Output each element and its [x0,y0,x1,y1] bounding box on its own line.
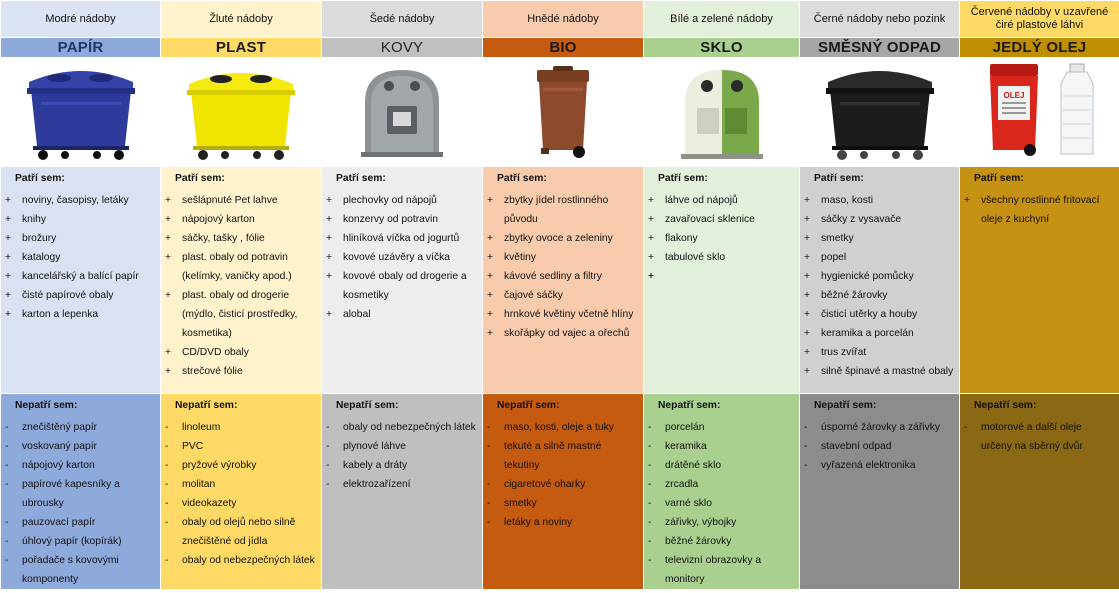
list-item: + kávové sedliny a filtry [487,267,639,286]
container-image-papir [1,58,161,167]
belongs-heading: Patří sem: [974,173,1024,184]
container-color-bio: Hnědé nádoby [483,1,644,38]
not-belongs-list [165,418,317,570]
category-name-olej: JEDLÝ OLEJ [960,38,1119,58]
list-item: + zbytky ovoce a zeleniny [487,229,639,248]
not-belongs-papir [1,394,161,590]
not-belongs-plast [161,394,322,590]
list-item: - keramika [648,437,795,456]
belongs-row [1,167,1119,394]
list-item: + brožury [5,229,156,248]
category-name-sklo: SKLO [644,38,800,58]
list-item: + zbytky jídel rostlinného původu [487,191,639,229]
list-item: - kabely a dráty [326,456,478,475]
list-item: - elektrozařízení [326,475,478,494]
list-item: + sáčky, tašky , fólie [165,229,317,248]
belongs-list [487,191,639,343]
list-item: + smetky [804,229,955,248]
list-item: - linoleum [165,418,317,437]
list-item: - varné sklo [648,494,795,513]
list-item: - letáky a noviny [487,513,639,532]
list-item: - vyřazená elektronika [804,456,955,475]
oil-label: OLEJ [1003,90,1025,100]
not-belongs-heading: Nepatří sem: [814,400,877,411]
list-item: + flakony [648,229,795,248]
container-color-olej: Červené nádoby v uzavřené čiré plastové láhvi [960,1,1119,38]
list-item: + strečové fólie [165,362,317,381]
list-item: + kovové obaly od drogerie a kosmetiky [326,267,478,305]
container-color-sklo: Bílé a zelené nádoby [644,1,800,38]
list-item: + kancelářský a balící papír [5,267,156,286]
not-belongs-list [487,418,639,532]
list-item: + knihy [5,210,156,229]
container-image-bio [483,58,644,167]
belongs-list [165,191,317,381]
container-image-kovy [322,58,483,167]
list-item: + čisté papírové obaly [5,286,156,305]
list-item: + čisticí utěrky a houby [804,305,955,324]
container-image-sklo [644,58,800,167]
belongs-list [326,191,478,324]
list-item: - voskovaný papír [5,437,156,456]
belongs-list [804,191,955,381]
not-belongs-list [964,418,1115,456]
not-belongs-list [648,418,795,589]
belongs-olej [960,167,1119,394]
container-image-plast [161,58,322,167]
list-item: + láhve od nápojů [648,191,795,210]
belongs-heading: Patří sem: [658,173,708,184]
bin-sklo-icon [667,62,777,162]
list-item: - drátěné sklo [648,456,795,475]
list-item: + květiny [487,248,639,267]
not-belongs-list [5,418,156,589]
belongs-list [648,191,795,267]
list-item: + sáčky z vysavače [804,210,955,229]
list-item: - smetky [487,494,639,513]
not-belongs-list [804,418,955,475]
list-item: + běžné žárovky [804,286,955,305]
belongs-list [5,191,156,324]
list-item: + CD/DVD obaly [165,343,317,362]
container-color-smesny: Černé nádoby nebo pozink [800,1,960,38]
list-item: - cigaretové oharky [487,475,639,494]
belongs-kovy [322,167,483,394]
container-color-plast: Žluté nádoby [161,1,322,38]
list-item: - pořadače s kovovými komponenty [5,551,156,589]
list-item: + hygienické pomůcky [804,267,955,286]
list-item: + trus zvířat [804,343,955,362]
belongs-heading: Patří sem: [814,173,864,184]
belongs-papir [1,167,161,394]
list-item: - úhlový papír (kopírák) [5,532,156,551]
list-item: - papírové kapesníky a ubrousky [5,475,156,513]
list-item: + zavařovací sklenice [648,210,795,229]
list-item: + všechny rostlinné fritovací oleje z kuchyní [964,191,1115,229]
list-item: + noviny, časopisy, letáky [5,191,156,210]
not-belongs-kovy [322,394,483,590]
bin-plast-icon [181,62,301,162]
belongs-list [964,191,1115,229]
list-item: + popel [804,248,955,267]
list-item: + katalogy [5,248,156,267]
container-color-papir: Modré nádoby [1,1,161,38]
belongs-heading: Patří sem: [336,173,386,184]
list-item: - plynové láhve [326,437,478,456]
list-item: + karton a lepenka [5,305,156,324]
list-item: + plast. obaly od potravin (kelímky, vaničky apod.) [165,248,317,286]
not-belongs-heading: Nepatří sem: [336,400,399,411]
list-item: + maso, kosti [804,191,955,210]
not-belongs-heading: Nepatří sem: [974,400,1037,411]
list-item: - molitan [165,475,317,494]
bin-kovy-icon [347,62,457,162]
not-belongs-bio [483,394,644,590]
category-name-smesny: SMĚSNÝ ODPAD [800,38,960,58]
list-item: + čajové sáčky [487,286,639,305]
list-item: - obaly od nebezpečných látek [165,551,317,570]
not-belongs-olej [960,394,1119,590]
list-item: - znečištěný papír [5,418,156,437]
list-item: - stavební odpad [804,437,955,456]
list-item: + kovové uzávěry a víčka [326,248,478,267]
oil-container-icon [980,60,1050,160]
belongs-heading: Patří sem: [15,173,65,184]
bin-bio-icon [523,62,603,162]
category-name-kovy: KOVY [322,38,483,58]
container-color-row [1,1,1119,38]
belongs-smesny [800,167,960,394]
list-item: - porcelán [648,418,795,437]
list-item: + nápojový karton [165,210,317,229]
belongs-heading: Patří sem: [497,173,547,184]
belongs-heading: Patří sem: [175,173,225,184]
belongs-sklo [644,167,800,394]
category-name-plast: PLAST [161,38,322,58]
list-item: + keramika a porcelán [804,324,955,343]
list-item: + silně špinavé a mastné obaly [804,362,955,381]
not-belongs-heading: Nepatří sem: [15,400,78,411]
belongs-plast [161,167,322,394]
list-item: + sešlápnuté Pet lahve [165,191,317,210]
does-not-belong-row [1,394,1119,590]
container-image-olej [960,58,1119,167]
list-item: + hrnkové květiny včetně hlíny [487,305,639,324]
list-item: - zrcadla [648,475,795,494]
list-item: - běžné žárovky [648,532,795,551]
category-name-row [1,38,1119,58]
list-item: + alobal [326,305,478,324]
list-item: - pryžové výrobky [165,456,317,475]
list-item: + konzervy od potravin [326,210,478,229]
not-belongs-smesny [800,394,960,590]
list-item: - obaly od olejů nebo silně znečištěné od jídla [165,513,317,551]
list-item: + plast. obaly od drogerie (mýdlo, čisticí prostředky, kosmetika) [165,286,317,343]
belongs-bio [483,167,644,394]
list-item: - PVC [165,437,317,456]
container-image-row [1,58,1119,167]
list-item: - videokazety [165,494,317,513]
list-item: + hliníková víčka od jogurtů [326,229,478,248]
list-item: - zářivky, výbojky [648,513,795,532]
not-belongs-heading: Nepatří sem: [175,400,238,411]
list-item: + tabulové sklo [648,248,795,267]
list-item: - úsporné žárovky a zářivky [804,418,955,437]
not-belongs-list [326,418,478,494]
plastic-bottle-icon [1055,60,1099,160]
list-item: - maso, kosti, oleje a tuky [487,418,639,437]
list-item: + plechovky od nápojů [326,191,478,210]
list-item: - televizní obrazovky a monitory [648,551,795,589]
not-belongs-heading: Nepatří sem: [497,400,560,411]
category-name-bio: BIO [483,38,644,58]
list-item: - obaly od nebezpečných látek [326,418,478,437]
container-image-smesny [800,58,960,167]
list-item: - nápojový karton [5,456,156,475]
list-item: - tekuté a silně mastné tekutiny [487,437,639,475]
bin-smesny-icon [820,62,940,162]
not-belongs-sklo [644,394,800,590]
not-belongs-heading: Nepatří sem: [658,400,721,411]
category-name-papir: PAPÍR [1,38,161,58]
bin-papir-icon [21,62,141,162]
list-item: + skořápky od vajec a ořechů [487,324,639,343]
list-item: - pauzovací papír [5,513,156,532]
container-color-kovy: Šedé nádoby [322,1,483,38]
list-item: - motorové a další oleje určeny na sběrný dvůr [964,418,1115,456]
